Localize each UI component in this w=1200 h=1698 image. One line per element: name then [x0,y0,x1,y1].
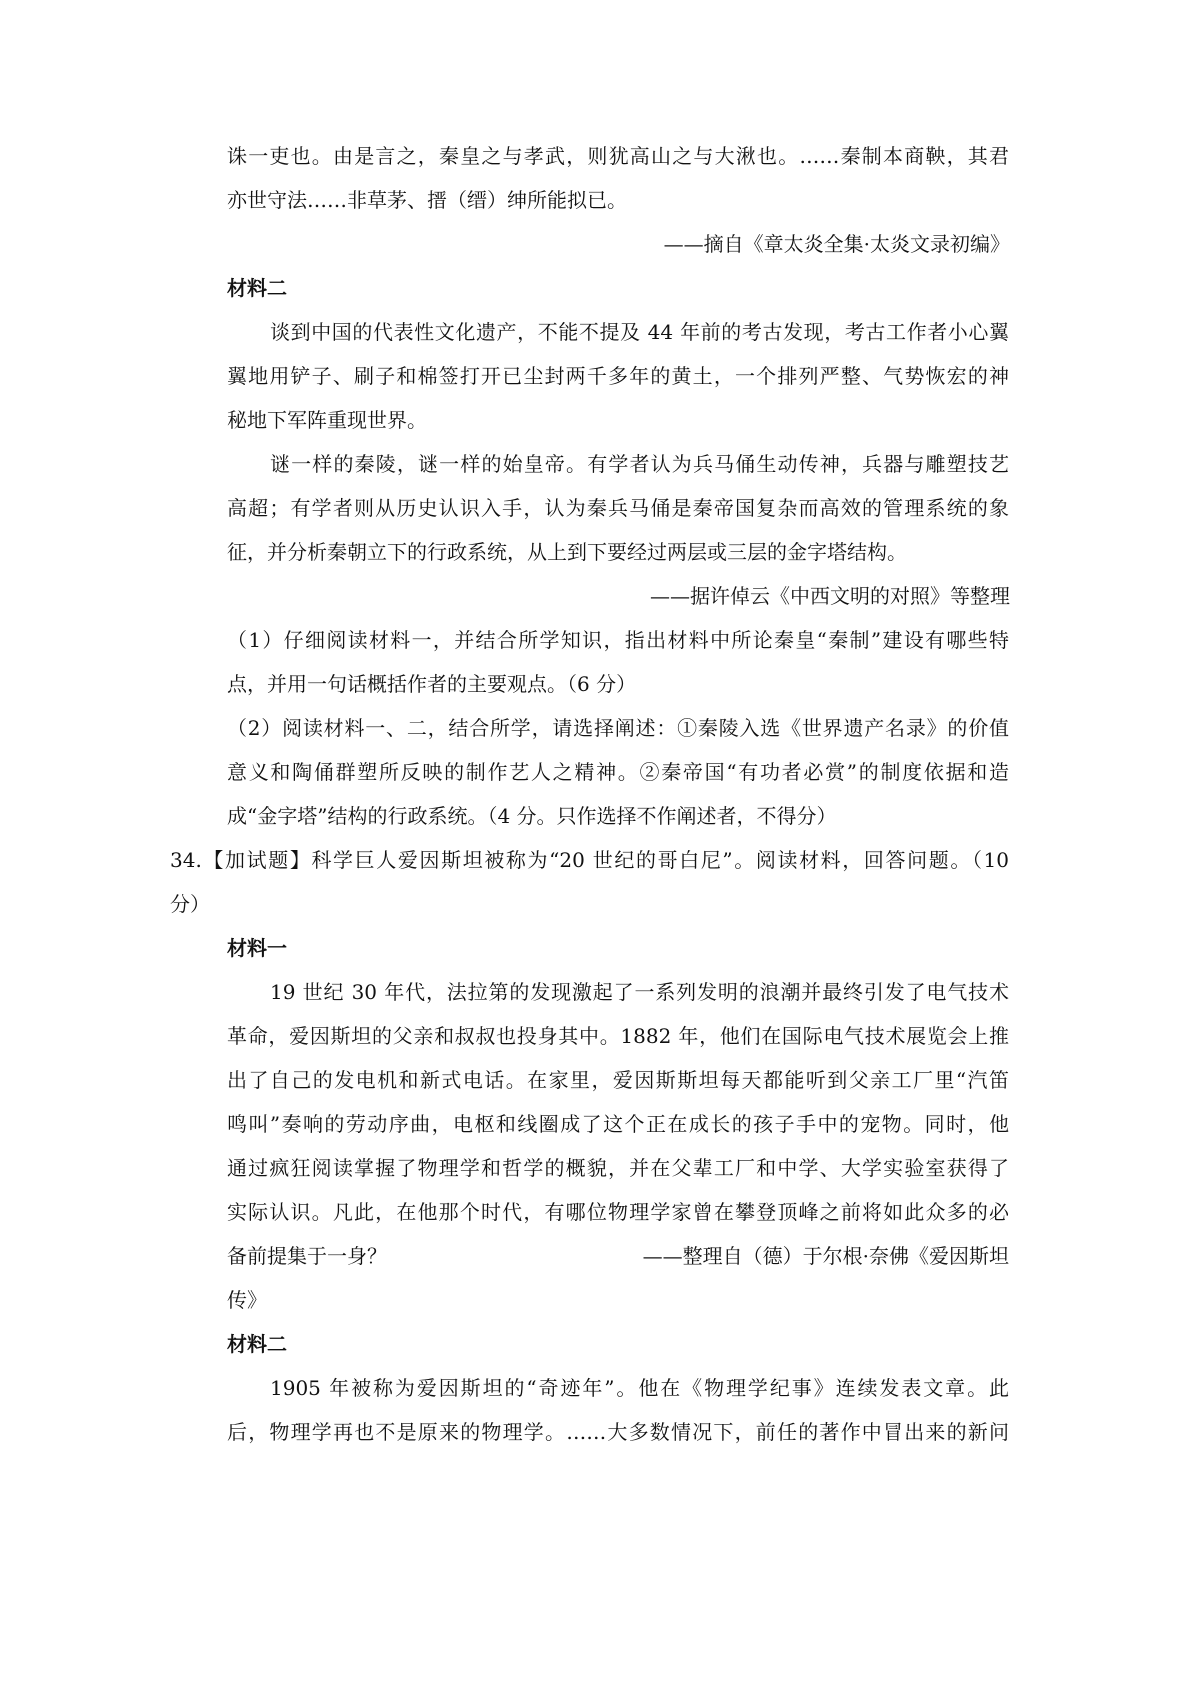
question-34-title-tail: 分） [170,892,210,916]
q34-material1-line-end: 备前提集于一身？ [227,1244,387,1268]
material1-text-line: 亦世守法……非草茅、搢（缙）绅所能拟已。 [227,188,627,212]
q34-material1-line: 通过疯狂阅读掌握了物理学和哲学的概貌，并在父辈工厂和中学、大学实验室获得了 [227,1156,1009,1180]
material2-paragraph-line: 秘地下军阵重现世界。 [227,408,427,432]
q34-material1-line: 革命，爱因斯坦的父亲和叔叔也投身其中。1882 年，他们在国际电气技术展览会上推 [227,1024,1009,1048]
q34-material1-line: 出了自己的发电机和新式电话。在家里，爱因斯斯坦每天都能听到父亲工厂里“汽笛 [227,1068,1009,1092]
q34-material2-heading: 材料二 [227,1332,287,1356]
material1-source: ——摘自《章太炎全集·太炎文录初编》 [663,232,1010,256]
q34-material1-line: 鸣叫”奏响的劳动序曲，电枢和线圈成了这个正在成长的孩子手中的宠物。同时，他 [227,1112,1009,1136]
question-2-line: 成“金字塔”结构的行政系统。（4 分。只作选择不作阐述者，不得分） [227,804,837,828]
q34-material1-line: 19 世纪 30 年代，法拉第的发现激起了一系列发明的浪潮并最终引发了电气技术 [270,980,1009,1004]
question-1-line: 点，并用一句话概括作者的主要观点。（6 分） [227,672,637,696]
material2-heading: 材料二 [227,276,287,300]
q34-material2-line: 后，物理学再也不是原来的物理学。……大多数情况下，前任的著作中冒出来的新问 [227,1420,1009,1444]
material1-text-line: 诛一吏也。由是言之，秦皇之与孝武，则犹高山之与大湫也。……秦制本商鞅，其君 [227,144,1009,168]
material2-source: ——据许倬云《中西文明的对照》等整理 [650,584,1010,608]
q34-material1-source: ——整理自（德）于尔根·奈佛《爱因斯坦 [642,1244,1009,1268]
material2-paragraph-line: 高超；有学者则从历史认识入手，认为秦兵马俑是秦帝国复杂而高效的管理系统的象 [227,496,1009,520]
q34-material1-line: 实际认识。凡此，在他那个时代，有哪位物理学家曾在攀登顶峰之前将如此众多的必 [227,1200,1009,1224]
material2-paragraph-line: 翼地用铲子、刷子和棉签打开已尘封两千多年的黄土，一个排列严整、气势恢宏的神 [227,364,1009,388]
q34-material1-last-line [227,1243,1009,1269]
question-1-line: （1）仔细阅读材料一，并结合所学知识，指出材料中所论秦皇“秦制”建设有哪些特 [227,628,1009,652]
question-2-line: （2）阅读材料一、二，结合所学，请选择阐述：①秦陵入选《世界遗产名录》的价值 [227,716,1009,740]
question-2-line: 意义和陶俑群塑所反映的制作艺人之精神。②秦帝国“有功者必赏”的制度依据和造 [227,760,1009,784]
q34-material1-source-tail: 传》 [227,1288,267,1312]
question-34-title: 34.【加试题】科学巨人爱因斯坦被称为“20 世纪的哥白尼”。阅读材料，回答问题。（10 [170,848,1009,872]
material2-paragraph-line: 征，并分析秦朝立下的行政系统，从上到下要经过两层或三层的金字塔结构。 [227,540,907,564]
material2-paragraph-line: 谜一样的秦陵，谜一样的始皇帝。有学者认为兵马俑生动传神，兵器与雕塑技艺 [270,452,1009,476]
q34-material1-heading: 材料一 [227,936,287,960]
q34-material2-line: 1905 年被称为爱因斯坦的“奇迹年”。他在《物理学纪事》连续发表文章。此 [270,1376,1009,1400]
material2-paragraph-line: 谈到中国的代表性文化遗产，不能不提及 44 年前的考古发现，考古工作者小心翼 [270,320,1009,344]
